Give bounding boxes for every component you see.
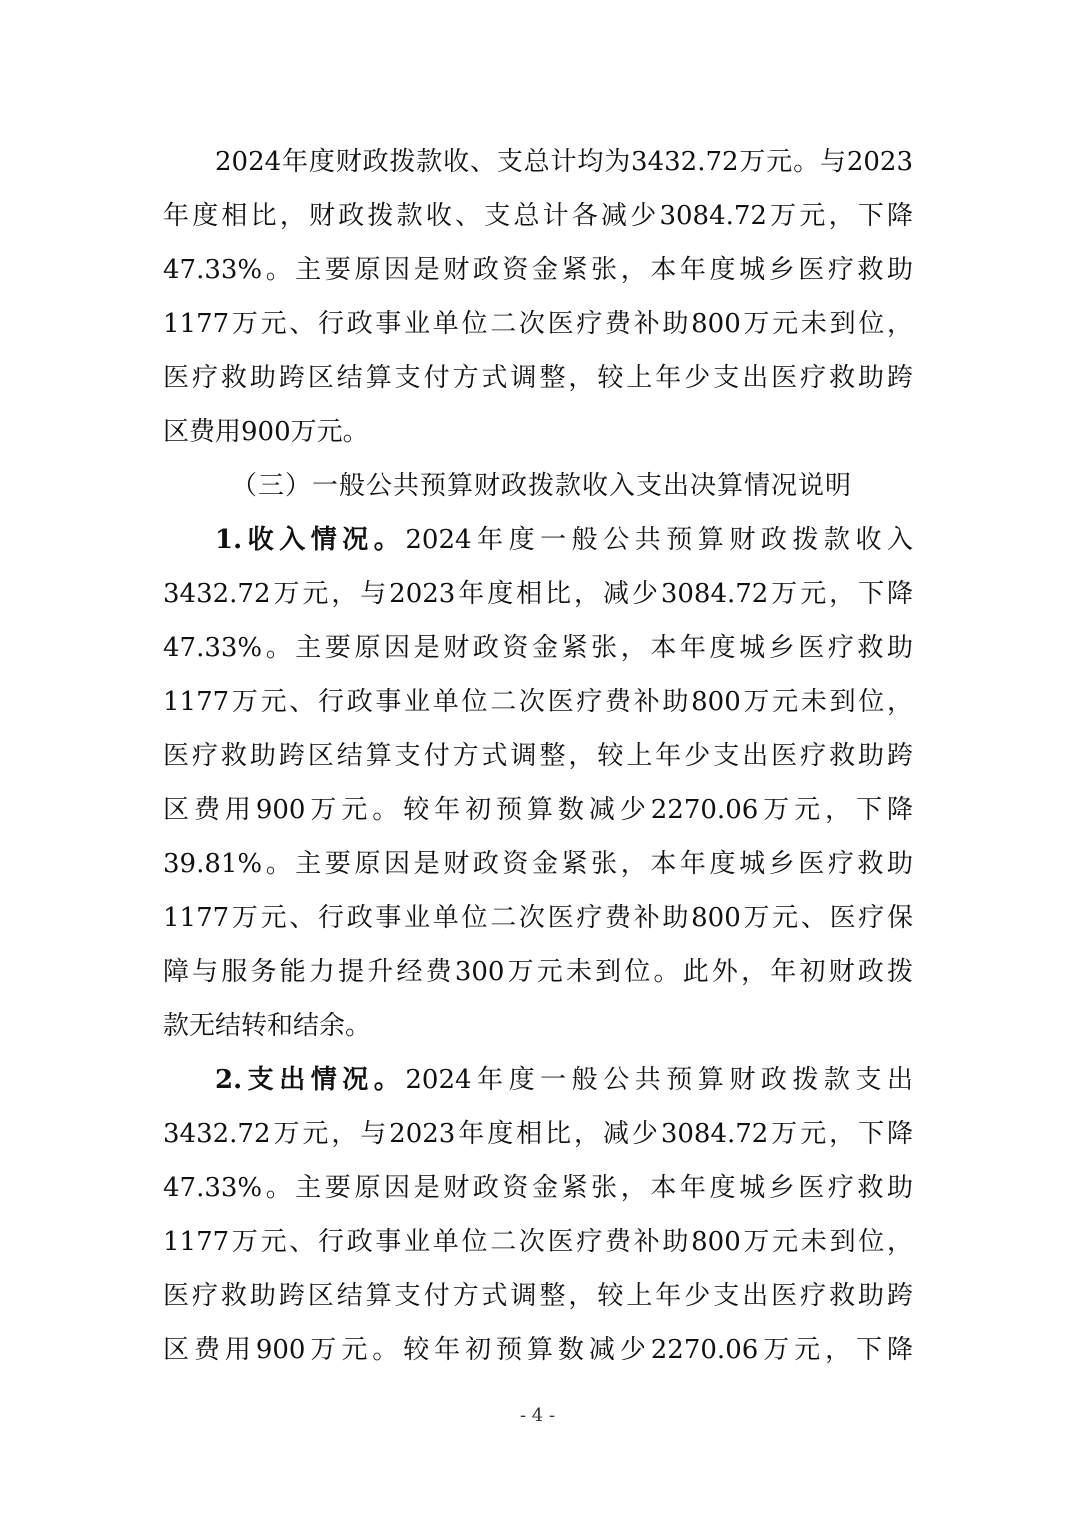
paragraph-line: 1177万元、行政事业单位二次医疗费补助800万元、医疗保 [163,903,913,933]
paragraph-line: 医疗救助跨区结算支付方式调整，较上年少支出医疗救助跨 [163,1281,913,1311]
expenditure-first-line-text: 2024年度一般公共预算财政拨款支出 [405,1065,913,1095]
paragraph-line: 1177万元、行政事业单位二次医疗费补助800万元未到位， [163,1227,913,1257]
paragraph-line: 3432.72万元，与2023年度相比，减少3084.72万元，下降 [163,1119,913,1149]
income-first-line [215,513,913,567]
paragraph-line: 2024年度财政拨款收、支总计均为3432.72万元。与2023 [215,147,913,177]
paragraph-line: 年度相比，财政拨款收、支总计各减少3084.72万元，下降 [163,201,913,231]
paragraph-line: 医疗救助跨区结算支付方式调整，较上年少支出医疗救助跨 [163,363,913,393]
paragraph-line: 医疗救助跨区结算支付方式调整，较上年少支出医疗救助跨 [163,741,913,771]
paragraph-line: 区费用900万元。较年初预算数减少2270.06万元，下降 [163,1335,913,1365]
paragraph-line: 障与服务能力提升经费300万元未到位。此外，年初财政拨 [163,957,913,987]
paragraph-line: 47.33%。主要原因是财政资金紧张，本年度城乡医疗救助 [163,1173,913,1203]
paragraph-line: 39.81%。主要原因是财政资金紧张，本年度城乡医疗救助 [163,849,913,879]
paragraph-line: 区费用900万元。 [163,417,369,447]
income-label: 1.收入情况。 [215,525,406,555]
paragraph-line: 47.33%。主要原因是财政资金紧张，本年度城乡医疗救助 [163,255,913,285]
paragraph-line: 47.33%。主要原因是财政资金紧张，本年度城乡医疗救助 [163,633,913,663]
paragraph-line: 1177万元、行政事业单位二次医疗费补助800万元未到位， [163,309,913,339]
page-number: - 4 - [519,1405,556,1426]
section-heading: （三）一般公共预算财政拨款收入支出决算情况说明 [231,471,853,501]
income-first-line-text: 2024年度一般公共预算财政拨款收入 [405,525,913,555]
paragraph-line: 3432.72万元，与2023年度相比，减少3084.72万元，下降 [163,579,913,609]
expenditure-first-line [215,1053,913,1107]
paragraph-line: 区费用900万元。较年初预算数减少2270.06万元，下降 [163,795,913,825]
expenditure-label: 2.支出情况。 [215,1065,406,1095]
paragraph-line: 款无结转和结余。 [163,1011,372,1041]
paragraph-line: 1177万元、行政事业单位二次医疗费补助800万元未到位， [163,687,913,717]
